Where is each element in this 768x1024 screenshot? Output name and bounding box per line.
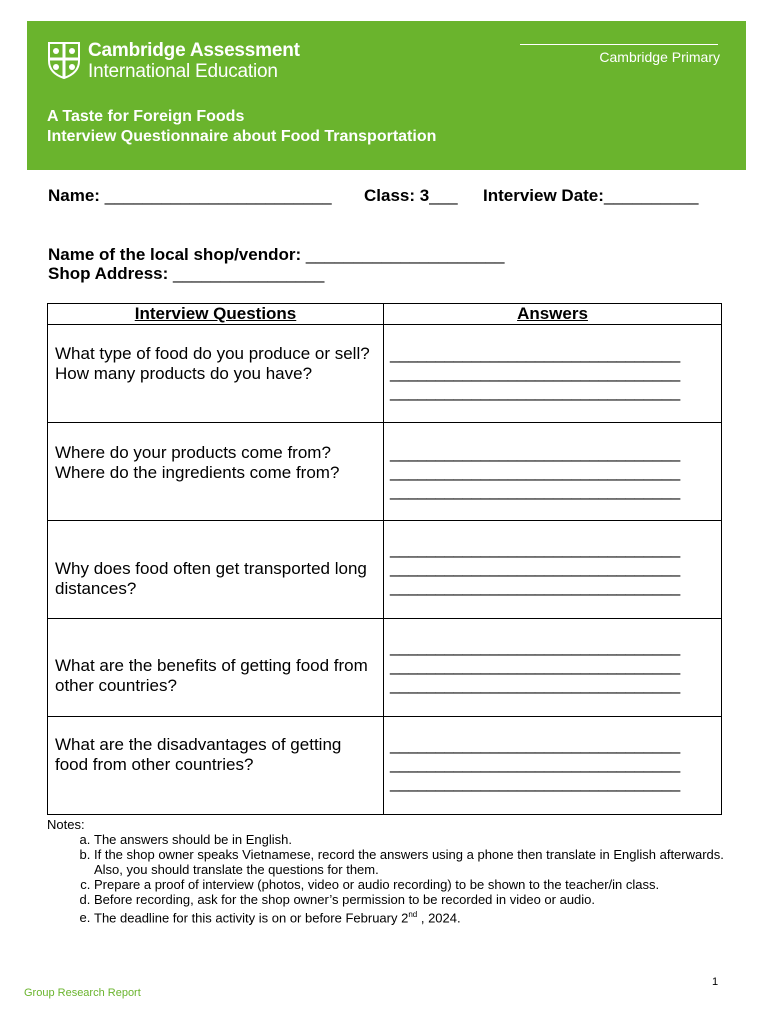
answer-cell[interactable] xyxy=(384,717,722,815)
table-row xyxy=(48,423,722,521)
question-cell xyxy=(48,717,384,815)
questions-header: Interview Questions xyxy=(48,304,384,325)
shop-name-label: Name of the local shop/vendor: xyxy=(48,245,302,264)
deadline-superscript: nd xyxy=(408,910,418,919)
logo-line2: International Education xyxy=(88,61,278,82)
header-banner xyxy=(27,21,746,170)
question-cell xyxy=(48,619,384,717)
class-label: Class: 3 xyxy=(364,186,430,205)
answer-line[interactable]: ________________________________ xyxy=(390,443,680,462)
notes-label: Notes: xyxy=(47,817,85,832)
logo xyxy=(47,41,300,81)
cambridge-crest-icon xyxy=(47,41,81,79)
table-header-row xyxy=(48,304,722,325)
footer-label: Group Research Report xyxy=(24,987,141,999)
question-text: What are the benefits of getting food from other countries? xyxy=(55,656,368,695)
name-label: Name: xyxy=(48,186,100,205)
answer-line[interactable]: ________________________________ xyxy=(390,637,680,656)
question-text: What are the disadvantages of getting food from other countries? xyxy=(55,735,342,774)
answer-line[interactable]: ________________________________ xyxy=(390,462,680,481)
answer-line[interactable]: ________________________________ xyxy=(390,656,680,675)
note-item: d. Before recording, ask for the shop owner’s permission to be recorded in video or audio. xyxy=(94,892,727,907)
note-item: c. Prepare a proof of interview (photos, video or audio recording) to be shown to the teacher/in class. xyxy=(94,877,727,892)
notes-list xyxy=(47,832,727,925)
program-name: Cambridge Primary xyxy=(599,49,720,65)
answer-line[interactable]: ________________________________ xyxy=(390,539,680,558)
interview-table xyxy=(47,303,722,815)
shop-name-blank[interactable]: _____________________ xyxy=(305,245,505,264)
table-row xyxy=(48,521,722,619)
table-row xyxy=(48,619,722,717)
question-text: What type of food do you produce or sell? How many products do you have? xyxy=(55,344,370,383)
interview-date-label: Interview Date: xyxy=(483,186,604,205)
table-row xyxy=(48,325,722,423)
page-number: 1 xyxy=(712,976,719,988)
shop-address-field[interactable] xyxy=(48,264,324,284)
note-item: a. The answers should be in English. xyxy=(94,832,727,847)
question-cell xyxy=(48,423,384,521)
name-blank[interactable]: ________________________ xyxy=(104,186,332,205)
answer-line[interactable]: ________________________________ xyxy=(390,344,680,363)
answer-cell[interactable] xyxy=(384,423,722,521)
shop-name-field[interactable] xyxy=(48,245,504,265)
answer-line[interactable]: ________________________________ xyxy=(390,558,680,577)
answer-line[interactable]: ________________________________ xyxy=(390,675,680,694)
answer-line[interactable]: ________________________________ xyxy=(390,481,680,500)
question-text: Where do your products come from? Where do the ingredients come from? xyxy=(55,443,340,482)
answer-cell[interactable] xyxy=(384,325,722,423)
page-title: A Taste for Foreign Foods xyxy=(47,108,245,125)
note-item: b. If the shop owner speaks Vietnamese, record the answers using a phone then translate in English afterwards. Also, you should translate the questions for them. xyxy=(94,847,727,877)
shop-address-label: Shop Address: xyxy=(48,264,169,283)
answer-cell[interactable] xyxy=(384,521,722,619)
answers-header: Answers xyxy=(384,304,722,325)
table-row xyxy=(48,717,722,815)
deadline-year: , 2024. xyxy=(417,910,461,926)
answer-cell[interactable] xyxy=(384,619,722,717)
answer-line[interactable]: ________________________________ xyxy=(390,363,680,382)
page-subtitle: Interview Questionnaire about Food Transportation xyxy=(47,128,437,145)
logo-line1: Cambridge Assessment xyxy=(88,40,300,61)
class-field[interactable] xyxy=(364,186,458,206)
answer-line[interactable]: ________________________________ xyxy=(390,754,680,773)
question-text: Why does food often get transported long distances? xyxy=(55,559,367,598)
interview-date-field[interactable] xyxy=(483,186,698,206)
interview-date-blank[interactable]: __________ xyxy=(603,186,699,205)
answer-line[interactable]: ________________________________ xyxy=(390,735,680,754)
question-cell xyxy=(48,521,384,619)
deadline-text: The deadline for this activity is on or before February 2 xyxy=(94,910,409,926)
shop-address-blank[interactable]: ________________ xyxy=(173,264,325,283)
header-rule xyxy=(520,44,718,45)
notes-section xyxy=(47,817,727,925)
answer-line[interactable]: ________________________________ xyxy=(390,382,680,401)
class-blank[interactable]: ___ xyxy=(429,186,458,205)
note-item-deadline xyxy=(94,907,727,925)
answer-line[interactable]: ________________________________ xyxy=(390,577,680,596)
name-field[interactable] xyxy=(48,186,332,206)
answer-line[interactable]: ________________________________ xyxy=(390,773,680,792)
question-cell xyxy=(48,325,384,423)
